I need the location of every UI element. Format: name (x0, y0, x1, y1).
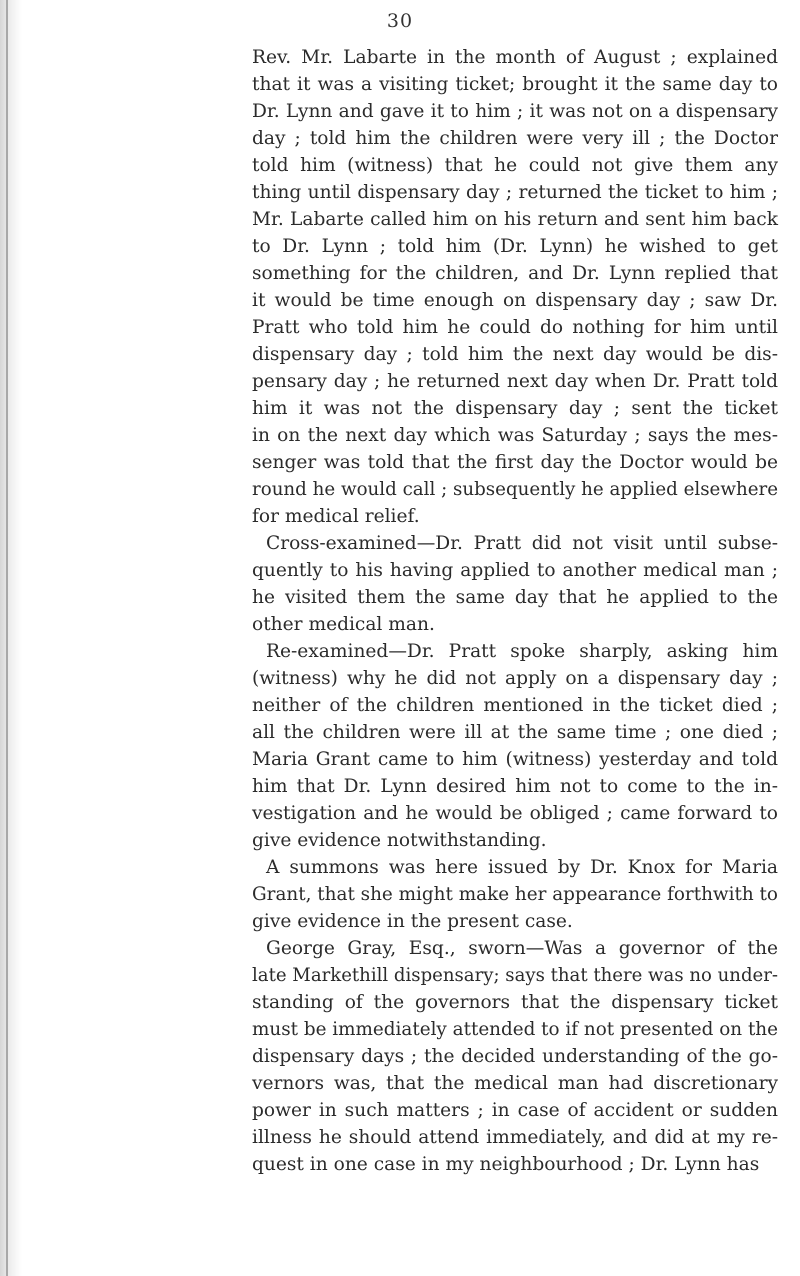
text-line: quest in one case in my neighbourhood ; Dr. Lynn has (252, 1154, 760, 1175)
text-line: senger was told that the first day the Doctor would be (252, 452, 778, 473)
text-line: Pratt who told him he could do nothing for him until (252, 317, 778, 338)
text-line: Mr. Labarte called him on his return and sent him back (252, 209, 778, 230)
document-body-text (252, 44, 782, 1178)
text-line: that it was a visiting ticket; brought it the same day to (252, 74, 778, 95)
text-line: standing of the governors that the dispensary ticket (252, 992, 778, 1013)
text-line: late Markethill dispensary; says that there was no under- (252, 965, 778, 986)
text-line: to Dr. Lynn ; told him (Dr. Lynn) he wished to get (252, 236, 778, 257)
text-line: round he would call ; subsequently he applied elsewhere (252, 479, 778, 500)
text-line: in on the next day which was Saturday ; says the mes- (252, 425, 778, 446)
text-line: Rev. Mr. Labarte in the month of August ; explained (252, 47, 778, 68)
text-line: Re-examined—Dr. Pratt spoke sharply, asking him (266, 641, 778, 662)
text-line: him it was not the dispensary day ; sent the ticket (252, 398, 778, 419)
text-line: dispensary days ; the decided understanding of the go- (252, 1046, 778, 1067)
text-line: for medical relief. (252, 506, 420, 527)
text-line: (witness) why he did not apply on a dispensary day ; (252, 668, 778, 689)
text-line: day ; told him the children were very ill ; the Doctor (252, 128, 778, 149)
text-line: must be immediately attended to if not presented on the (252, 1019, 778, 1040)
page-left-edge-shadow (0, 0, 22, 1276)
text-line: thing until dispensary day ; returned the ticket to him ; (252, 182, 778, 203)
text-line: told him (witness) that he could not give them any (252, 155, 778, 176)
text-line: neither of the children mentioned in the ticket died ; (252, 695, 778, 716)
text-line: him that Dr. Lynn desired him not to come to the in- (252, 776, 778, 797)
text-line: vernors was, that the medical man had discretionary (252, 1073, 778, 1094)
text-line: George Gray, Esq., sworn—Was a governor of the (266, 938, 778, 959)
text-line: A summons was here issued by Dr. Knox for Maria (266, 857, 778, 878)
text-line: other medical man. (252, 614, 435, 635)
text-line: give evidence in the present case. (252, 911, 573, 932)
text-line: illness he should attend immediately, and did at my re- (252, 1127, 778, 1148)
text-line: he visited them the same day that he applied to the (252, 587, 778, 608)
text-line: Dr. Lynn and gave it to him ; it was not on a dispensary (252, 101, 778, 122)
text-line: power in such matters ; in case of accident or sudden (252, 1100, 778, 1121)
text-line: Grant, that she might make her appearance forthwith to (252, 884, 778, 905)
text-line: dispensary day ; told him the next day would be dis- (252, 344, 778, 365)
text-line: give evidence notwithstanding. (252, 830, 547, 851)
text-line: it would be time enough on dispensary day ; saw Dr. (252, 290, 778, 311)
text-line: something for the children, and Dr. Lynn replied that (252, 263, 778, 284)
text-line: quently to his having applied to another medical man ; (252, 560, 778, 581)
text-line: pensary day ; he returned next day when Dr. Pratt told (252, 371, 778, 392)
text-line: Maria Grant came to him (witness) yesterday and told (252, 749, 778, 770)
text-line: all the children were ill at the same time ; one died ; (252, 722, 778, 743)
text-line: Cross-examined—Dr. Pratt did not visit until subse- (266, 533, 778, 554)
text-line: vestigation and he would be obliged ; came forward to (252, 803, 778, 824)
page-binding-line (6, 0, 8, 1276)
page-number: 30 (386, 10, 414, 32)
